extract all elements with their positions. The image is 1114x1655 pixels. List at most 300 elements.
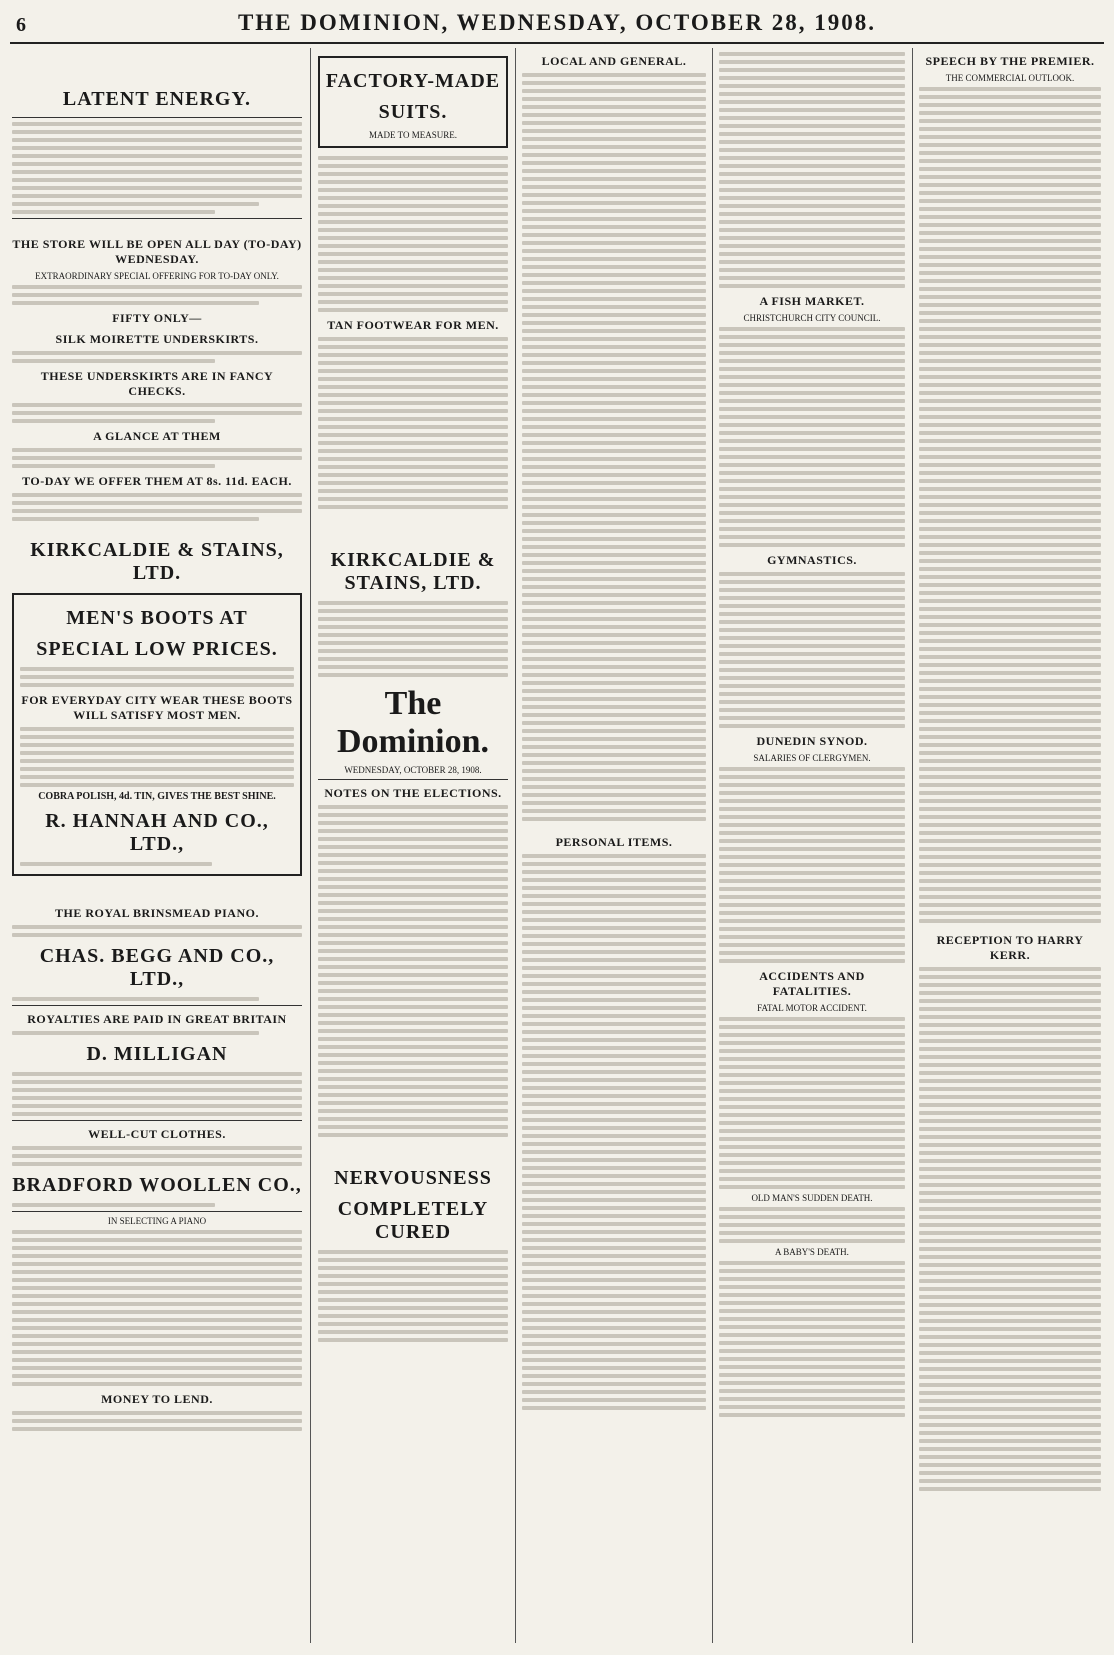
text-line (522, 1286, 706, 1290)
text-line (522, 369, 706, 373)
text-line (919, 1135, 1101, 1139)
text-line (318, 877, 508, 881)
text-line (522, 689, 706, 693)
text-line (522, 273, 706, 277)
text-line (719, 895, 905, 899)
brinsmead-heading: THE ROYAL BRINSMEAD PIANO. (55, 906, 259, 920)
text-line (919, 199, 1101, 203)
text-line (719, 343, 905, 347)
text-line (318, 268, 508, 272)
text-line (919, 1263, 1101, 1267)
text-line (522, 553, 706, 557)
text-line (522, 745, 706, 749)
text-line (719, 543, 905, 547)
text-line (522, 769, 706, 773)
text-line (919, 1167, 1101, 1171)
text-line (919, 631, 1101, 635)
kirkcaldie-ad-1: KIRKCALDIE & STAINS, LTD. (30, 539, 284, 584)
text-line (919, 295, 1101, 299)
text-line (719, 503, 905, 507)
text-line (719, 823, 905, 827)
text-line (522, 249, 706, 253)
text-line (522, 1246, 706, 1250)
text-line (719, 1207, 905, 1211)
text-line (522, 609, 706, 613)
text-line (719, 1381, 905, 1385)
text-line (919, 1407, 1101, 1411)
text-line (522, 161, 706, 165)
text-line (522, 593, 706, 597)
mens-boots-ad (12, 593, 302, 876)
text-line (318, 641, 508, 645)
text-line (719, 1269, 905, 1273)
text-line (318, 1258, 508, 1262)
text-line (318, 1005, 508, 1009)
text-line (318, 1250, 508, 1254)
text-line (12, 419, 215, 423)
text-line (20, 675, 294, 679)
text-line (522, 409, 706, 413)
text-line (919, 1279, 1101, 1283)
text-line (719, 1145, 905, 1149)
text-line (318, 180, 508, 184)
text-line (12, 1411, 302, 1415)
text-line (919, 1463, 1101, 1467)
text-line (12, 202, 259, 206)
text-line (919, 1479, 1101, 1483)
text-line (919, 1375, 1101, 1379)
text-line (719, 1373, 905, 1377)
text-line (522, 1310, 706, 1314)
text-line (318, 417, 508, 421)
text-line (12, 1310, 302, 1314)
text-line (719, 236, 905, 240)
text-line (719, 927, 905, 931)
text-line (522, 625, 706, 629)
text-line (919, 383, 1101, 387)
text-line (318, 933, 508, 937)
reception-harry-kerr: RECEPTION TO HARRY KERR. (936, 933, 1084, 962)
text-line (719, 1033, 905, 1037)
divider (12, 218, 302, 219)
text-line (919, 1071, 1101, 1075)
text-line (12, 1374, 302, 1378)
text-line (522, 265, 706, 269)
text-line (522, 697, 706, 701)
text-line (318, 601, 508, 605)
text-line (919, 1319, 1101, 1323)
text-line (919, 1415, 1101, 1419)
text-line (318, 973, 508, 977)
text-line (719, 156, 905, 160)
text-line (919, 207, 1101, 211)
text-line (318, 821, 508, 825)
text-line (318, 845, 508, 849)
text-line (12, 1238, 302, 1242)
text-line (919, 791, 1101, 795)
text-line (719, 92, 905, 96)
text-line (919, 143, 1101, 147)
dominion-nameplate: The Dominion. (336, 685, 490, 760)
nervousness-title-2: COMPLETELY CURED (337, 1198, 489, 1243)
newspaper-page (10, 8, 1104, 1648)
text-line (919, 1391, 1101, 1395)
text-line (719, 495, 905, 499)
text-line (919, 1359, 1101, 1363)
text-line (919, 535, 1101, 539)
text-line (318, 1077, 508, 1081)
text-line (919, 671, 1101, 675)
text-line (919, 1487, 1101, 1491)
text-line (522, 777, 706, 781)
text-line (318, 853, 508, 857)
text-line (12, 1334, 302, 1338)
text-line (522, 1374, 706, 1378)
text-line (12, 456, 302, 460)
text-line (522, 1086, 706, 1090)
text-line (12, 1230, 302, 1234)
text-line (522, 1182, 706, 1186)
text-line (318, 893, 508, 897)
text-line (318, 1061, 508, 1065)
text-line (522, 145, 706, 149)
text-line (522, 1142, 706, 1146)
text-line (318, 837, 508, 841)
text-line (522, 601, 706, 605)
text-line (318, 441, 508, 445)
text-line (919, 775, 1101, 779)
text-line (919, 287, 1101, 291)
text-line (719, 1389, 905, 1393)
personal-items: PERSONAL ITEMS. (555, 835, 673, 849)
text-line (318, 457, 508, 461)
text-line (719, 716, 905, 720)
text-line (919, 591, 1101, 595)
text-line (919, 343, 1101, 347)
text-line (20, 735, 294, 739)
text-line (919, 1447, 1101, 1451)
text-line (522, 657, 706, 661)
text-line (522, 337, 706, 341)
text-line (919, 263, 1101, 267)
text-line (318, 505, 508, 509)
text-line (522, 1102, 706, 1106)
text-line (919, 1007, 1101, 1011)
text-line (719, 1121, 905, 1125)
text-line (719, 471, 905, 475)
text-line (318, 300, 508, 304)
text-line (719, 284, 905, 288)
text-line (522, 1398, 706, 1402)
text-line (318, 1290, 508, 1294)
text-line (719, 140, 905, 144)
text-line (318, 361, 508, 365)
text-line (522, 73, 706, 77)
text-line (919, 1231, 1101, 1235)
column-2 (318, 48, 508, 1643)
text-line (719, 60, 905, 64)
text-line (919, 999, 1101, 1003)
text-line (719, 68, 905, 72)
text-line (318, 284, 508, 288)
text-line (318, 489, 508, 493)
text-line (919, 399, 1101, 403)
text-line (719, 1301, 905, 1305)
text-line (919, 895, 1101, 899)
text-line (522, 321, 706, 325)
text-line (522, 1406, 706, 1410)
text-line (318, 1266, 508, 1270)
text-line (522, 449, 706, 453)
text-line (12, 285, 302, 289)
text-line (318, 981, 508, 985)
text-line (919, 575, 1101, 579)
text-line (12, 1203, 215, 1207)
text-line (919, 1063, 1101, 1067)
text-line (318, 1322, 508, 1326)
text-line (719, 1153, 905, 1157)
factory-title-2: SUITS. (378, 101, 448, 123)
column-4 (719, 48, 905, 1643)
text-line (522, 257, 706, 261)
text-line (318, 465, 508, 469)
text-line (522, 817, 706, 821)
text-line (318, 393, 508, 397)
text-line (719, 180, 905, 184)
text-line (919, 1303, 1101, 1307)
text-line (318, 1298, 508, 1302)
text-line (522, 998, 706, 1002)
text-line (12, 925, 302, 929)
commercial-outlook: THE COMMERCIAL OUTLOOK. (945, 73, 1075, 83)
text-line (919, 1255, 1101, 1259)
text-line (318, 481, 508, 485)
text-line (919, 871, 1101, 875)
text-line (919, 1191, 1101, 1195)
text-line (522, 1262, 706, 1266)
text-line (919, 783, 1101, 787)
text-line (719, 1041, 905, 1045)
text-line (12, 509, 302, 513)
text-line (318, 473, 508, 477)
text-line (318, 1101, 508, 1105)
text-line (522, 982, 706, 986)
text-line (719, 652, 905, 656)
text-line (719, 132, 905, 136)
text-line (318, 1029, 508, 1033)
today-offer: TO-DAY WE OFFER THEM AT 8s. 11d. EACH. (22, 474, 292, 488)
text-line (719, 596, 905, 600)
text-line (719, 447, 905, 451)
text-line (522, 1358, 706, 1362)
text-line (522, 729, 706, 733)
text-line (919, 159, 1101, 163)
text-line (12, 1072, 302, 1076)
text-line (522, 585, 706, 589)
text-line (719, 1113, 905, 1117)
text-line (719, 668, 905, 672)
text-line (522, 894, 706, 898)
text-line (719, 100, 905, 104)
text-line (522, 910, 706, 914)
text-line (719, 335, 905, 339)
text-line (20, 759, 294, 763)
text-line (12, 1286, 302, 1290)
text-line (12, 186, 302, 190)
text-line (20, 667, 294, 671)
selecting-piano: IN SELECTING A PIANO (107, 1216, 207, 1226)
text-line (719, 807, 905, 811)
text-line (522, 281, 706, 285)
text-line (318, 673, 508, 677)
dunedin-synod: DUNEDIN SYNOD. (756, 734, 868, 748)
text-line (318, 829, 508, 833)
text-line (522, 681, 706, 685)
text-line (919, 815, 1101, 819)
text-line (522, 345, 706, 349)
text-line (719, 887, 905, 891)
text-line (318, 220, 508, 224)
text-line (719, 196, 905, 200)
text-line (919, 1367, 1101, 1371)
text-line (919, 647, 1101, 651)
text-line (919, 839, 1101, 843)
text-line (719, 935, 905, 939)
boots-title-2: SPECIAL LOW PRICES. (36, 638, 278, 660)
text-line (522, 225, 706, 229)
text-line (719, 1277, 905, 1281)
text-line (919, 1151, 1101, 1155)
text-line (719, 708, 905, 712)
text-line (919, 87, 1101, 91)
text-line (318, 260, 508, 264)
text-line (522, 617, 706, 621)
text-line (522, 958, 706, 962)
text-line (919, 703, 1101, 707)
text-line (318, 649, 508, 653)
text-line (522, 489, 706, 493)
text-line (719, 1025, 905, 1029)
text-line (919, 655, 1101, 659)
factory-title-1: FACTORY-MADE (325, 70, 501, 92)
text-line (522, 289, 706, 293)
text-line (719, 1161, 905, 1165)
cobra-polish: COBRA POLISH, 4d. TIN, GIVES THE BEST SHINE. (38, 791, 276, 802)
text-line (719, 724, 905, 728)
text-line (12, 411, 302, 415)
text-line (719, 1239, 905, 1243)
text-line (919, 1119, 1101, 1123)
text-line (719, 463, 905, 467)
text-line (522, 761, 706, 765)
text-line (522, 809, 706, 813)
text-line (12, 1326, 302, 1330)
text-line (12, 210, 215, 214)
text-line (919, 375, 1101, 379)
text-line (719, 252, 905, 256)
text-line (12, 122, 302, 126)
text-line (719, 1309, 905, 1313)
text-line (522, 1206, 706, 1210)
text-line (522, 177, 706, 181)
text-line (20, 727, 294, 731)
text-line (919, 279, 1101, 283)
text-line (919, 919, 1101, 923)
text-line (919, 1095, 1101, 1099)
text-line (12, 1254, 302, 1258)
text-line (12, 493, 302, 497)
text-line (719, 863, 905, 867)
text-line (12, 501, 302, 505)
text-line (522, 1030, 706, 1034)
text-line (719, 636, 905, 640)
text-line (919, 639, 1101, 643)
text-line (318, 228, 508, 232)
text-line (919, 247, 1101, 251)
text-line (919, 1207, 1101, 1211)
text-line (719, 1017, 905, 1021)
text-line (12, 1419, 302, 1423)
text-line (719, 847, 905, 851)
text-line (719, 879, 905, 883)
silk-underskirts: SILK MOIRETTE UNDERSKIRTS. (55, 332, 259, 346)
text-line (318, 813, 508, 817)
text-line (318, 1045, 508, 1049)
text-line (919, 687, 1101, 691)
text-line (522, 1342, 706, 1346)
text-line (522, 785, 706, 789)
text-line (719, 52, 905, 56)
text-line (318, 625, 508, 629)
chch-council: CHRISTCHURCH CITY COUNCIL. (743, 313, 881, 323)
text-line (919, 503, 1101, 507)
text-line (522, 641, 706, 645)
text-line (12, 162, 302, 166)
text-line (318, 1117, 508, 1121)
begg-name: CHAS. BEGG AND CO., LTD., (39, 945, 275, 990)
text-line (12, 293, 302, 297)
text-line (719, 431, 905, 435)
text-line (522, 545, 706, 549)
text-line (719, 799, 905, 803)
text-line (719, 783, 905, 787)
text-line (919, 1423, 1101, 1427)
text-line (522, 1302, 706, 1306)
text-line (719, 455, 905, 459)
text-line (919, 911, 1101, 915)
text-line (719, 1057, 905, 1061)
text-line (719, 959, 905, 963)
text-line (318, 369, 508, 373)
column-1 (12, 48, 302, 1643)
text-line (522, 713, 706, 717)
text-line (719, 188, 905, 192)
column-5 (919, 48, 1101, 1643)
text-line (12, 1246, 302, 1250)
text-line (522, 926, 706, 930)
text-line (318, 433, 508, 437)
text-line (919, 551, 1101, 555)
text-line (522, 1318, 706, 1322)
text-line (522, 121, 706, 125)
text-line (919, 719, 1101, 723)
text-line (318, 901, 508, 905)
text-line (919, 223, 1101, 227)
text-line (919, 239, 1101, 243)
text-line (522, 1190, 706, 1194)
text-line (919, 519, 1101, 523)
text-line (12, 1270, 302, 1274)
